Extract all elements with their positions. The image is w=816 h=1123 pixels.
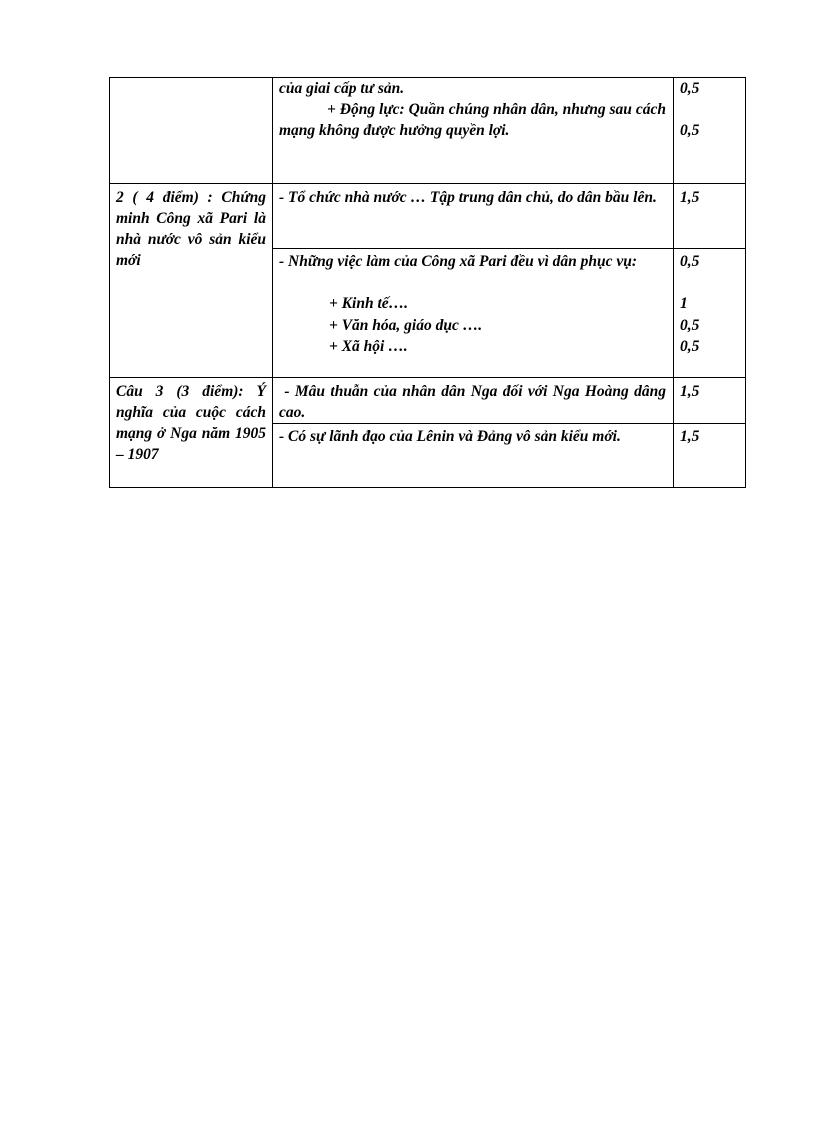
row2-part1-points: 1,5 (680, 189, 700, 206)
table-border-right (745, 77, 746, 488)
row1-points-1: 0,5 (680, 80, 700, 97)
row3-part2-points: 1,5 (680, 428, 700, 445)
table-row-divider-2 (109, 377, 746, 378)
table-divider-col1 (272, 77, 273, 488)
grading-table (109, 77, 746, 488)
row2-question: 2 ( 4 điểm) : Chứng minh Công xã Pari là nhà nước vô sản kiểu mới (116, 189, 266, 269)
table-subrow-divider-2a (272, 248, 746, 249)
row1-answer (279, 78, 666, 141)
row2-item-culture: + Văn hóa, giáo dục …. (329, 317, 483, 334)
table-divider-col2 (673, 77, 674, 488)
row3-question: Câu 3 (3 điểm): Ý nghĩa của cuộc cách mạng ở Nga năm 1905 – 1907 (116, 383, 266, 463)
table-subrow-divider-3a (272, 423, 746, 424)
row2-item-society-points: 0,5 (680, 338, 700, 355)
row1-points-2: 0,5 (680, 122, 700, 139)
row2-item-culture-points: 0,5 (680, 317, 700, 334)
row3-part1-text: - Mâu thuẫn của nhân dân Nga đối với Nga Hoàng dâng cao. (279, 383, 670, 421)
row2-item-society: + Xã hội …. (329, 338, 408, 355)
row2-item-economy: + Kinh tế…. (329, 295, 409, 312)
row2-part2-points: 0,5 (680, 253, 700, 270)
row2-item-economy-points: 1 (680, 295, 688, 312)
row2-part2-text: - Những việc làm của Công xã Pari đều vì dân phục vụ: (279, 253, 638, 270)
row3-part1-points: 1,5 (680, 383, 700, 400)
row3-part2-text: - Có sự lãnh đạo của Lênin và Đảng vô sản kiểu mới. (279, 428, 621, 445)
row1-answer-line1: của giai cấp tư sản. (279, 80, 405, 97)
row2-part1-text: - Tổ chức nhà nước … Tập trung dân chủ, do dân bầu lên. (279, 189, 657, 206)
table-border-left (109, 77, 110, 488)
row1-answer-line2: + Động lực: Quần chúng nhân dân, nhưng sau cách mạng không được hưởng quyền lợi. (279, 101, 666, 139)
table-border-bottom (109, 487, 746, 488)
table-row-divider-1 (109, 183, 746, 184)
